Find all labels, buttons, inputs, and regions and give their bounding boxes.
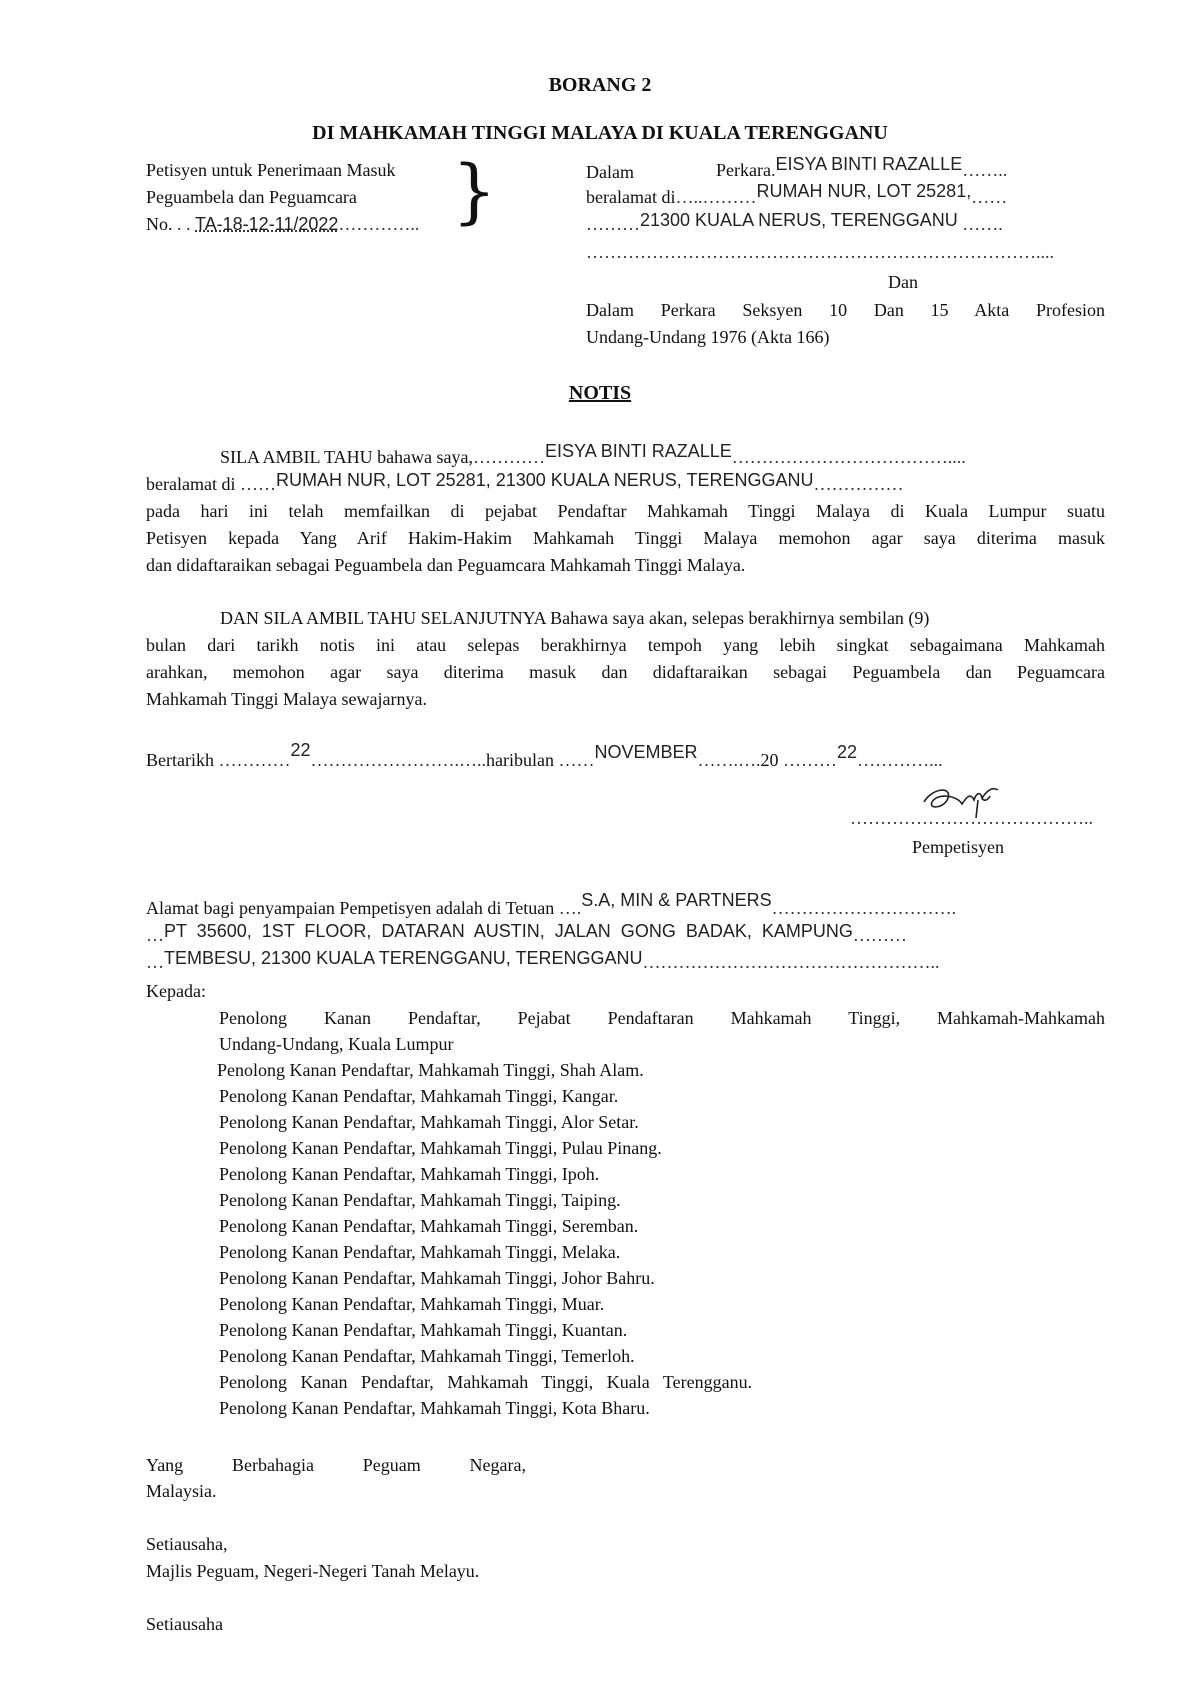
petition-line-2: Peguambela dan Peguamcara: [146, 187, 357, 207]
matter-act-line-1: Dalam Perkara Seksyen 10 Dan 15 Akta Profesion: [586, 300, 1105, 320]
matter-perkara-line: Perkara.EISYA BINTI RAZALLE……..: [716, 154, 1008, 180]
secretary-1-line-2: Majlis Peguam, Negeri-Negeri Tanah Melayu.: [146, 1561, 480, 1581]
list-item: Penolong Kanan Pendaftar, Mahkamah Tinggi, Muar.: [219, 1294, 605, 1314]
secretary-2-line-1: Setiausaha: [146, 1614, 223, 1634]
petition-number-label: No.: [146, 214, 173, 234]
brace-symbol: }: [452, 150, 497, 232]
form-number: BORANG 2: [548, 74, 652, 96]
date-bertarikh: Bertarikh: [146, 750, 214, 770]
date-month: NOVEMBER: [594, 742, 698, 762]
petition-line-1: Petisyen untuk Penerimaan Masuk: [146, 160, 396, 180]
matter-blank-line: …………………………………………………………………....: [586, 242, 1054, 262]
list-item: Penolong Kanan Pendaftar, Mahkamah Tinggi, Alor Setar.: [219, 1112, 639, 1132]
notis-p2-line-3: arahkan, memohon agar saya diterima masuk dan didaftaraikan sebagai Peguambela dan Peguamcara: [146, 662, 1105, 682]
list-item: Penolong Kanan Pendaftar, Mahkamah Tinggi, Temerloh.: [219, 1346, 635, 1366]
list-item: Penolong Kanan Pendaftar, Mahkamah Tinggi, Shah Alam.: [217, 1060, 644, 1080]
notis-p1-prefix: SILA AMBIL TAHU bahawa saya,: [220, 447, 474, 467]
kepada-label: Kepada:: [146, 981, 206, 1001]
secretary-1-line-1: Setiausaha,: [146, 1534, 228, 1554]
notis-p1-line-2: beralamat di ……RUMAH NUR, LOT 25281, 21300 KUALA NERUS, TERENGGANU……………: [146, 470, 904, 494]
kepada-list: [219, 1057, 752, 1421]
matter-dalam: Dalam: [586, 162, 634, 182]
service-address-1: PT 35600, 1ST FLOOR, DATARAN AUSTIN, JALAN GONG BADAK, KAMPUNG: [164, 921, 853, 941]
matter-address-2: 21300 KUALA NERUS, TERENGGANU: [640, 210, 958, 230]
signature-label: Pempetisyen: [912, 837, 1004, 857]
date-day: 22: [290, 740, 311, 760]
notis-p1-line-1: SILA AMBIL TAHU bahawa saya,…………EISYA BINTI RAZALLE………………………………....: [220, 441, 966, 467]
service-address-2: TEMBESU, 21300 KUALA TERENGGANU, TERENGGANU: [164, 948, 643, 968]
matter-act-line-2: Undang-Undang 1976 (Akta 166): [586, 327, 830, 347]
matter-address-line-1: beralamat di…..………RUMAH NUR, LOT 25281,……: [586, 181, 1008, 207]
date-century: 20: [760, 750, 779, 770]
matter-address-1: RUMAH NUR, LOT 25281,: [756, 181, 972, 201]
matter-address-line-2: ………21300 KUALA NERUS, TERENGGANU …….: [586, 210, 1003, 234]
list-item: Penolong Kanan Pendaftar, Mahkamah Tinggi, Kuala Terengganu.: [219, 1372, 753, 1392]
service-line-1: Alamat bagi penyampaian Pempetisyen adalah di Tetuan ….S.A, MIN & PARTNERS………………………….: [146, 890, 957, 918]
matter-beralamat: beralamat di: [586, 187, 676, 207]
service-line-3: …TEMBESU, 21300 KUALA TERENGGANU, TERENGGANU…………………………………………..: [146, 948, 940, 972]
list-item: Penolong Kanan Pendaftar, Mahkamah Tinggi, Seremban.: [219, 1216, 639, 1236]
ag-line-2: Malaysia.: [146, 1481, 217, 1501]
list-item: Penolong Kanan Pendaftar, Mahkamah Tinggi, Pulau Pinang.: [219, 1138, 662, 1158]
notis-p1-beralamat: beralamat di: [146, 474, 236, 494]
kepada-first-line-1: Penolong Kanan Pendaftar, Pejabat Pendaftaran Mahkamah Tinggi, Mahkamah-Mahkamah: [219, 1008, 1105, 1028]
court-title: DI MAHKAMAH TINGGI MALAYA DI KUALA TERENGGANU: [312, 122, 888, 144]
notis-p2-line-4: Mahkamah Tinggi Malaya sewajarnya.: [146, 689, 427, 709]
notis-p1-address: RUMAH NUR, LOT 25281, 21300 KUALA NERUS, TERENGGANU: [275, 470, 814, 490]
matter-perkara: Perkara: [716, 160, 771, 180]
list-item: Penolong Kanan Pendaftar, Mahkamah Tinggi, Johor Bahru.: [219, 1268, 655, 1288]
notis-p1-line-4: Petisyen kepada Yang Arif Hakim-Hakim Mahkamah Tinggi Malaya memohon agar saya diterima masuk: [146, 528, 1105, 548]
list-item: Penolong Kanan Pendaftar, Mahkamah Tinggi, Ipoh.: [219, 1164, 600, 1184]
ag-line-1: Yang Berbahagia Peguam Negara,: [146, 1455, 526, 1475]
service-firm: S.A, MIN & PARTNERS: [581, 890, 772, 910]
date-haribulan: haribulan: [486, 750, 554, 770]
notis-p2-line-2: bulan dari tarikh notis ini atau selepas berakhirnya tempoh yang lebih singkat sebagaimana Mahkamah: [146, 635, 1105, 655]
notis-p1-line-5: dan didaftaraikan sebagai Peguambela dan Peguamcara Mahkamah Tinggi Malaya.: [146, 555, 746, 575]
date-year: 22: [837, 742, 858, 762]
service-line-2: …PT 35600, 1ST FLOOR, DATARAN AUSTIN, JALAN GONG BADAK, KAMPUNG………: [146, 921, 907, 945]
matter-name: EISYA BINTI RAZALLE: [775, 154, 963, 174]
petition-number: No. . . TA-18-12-11/2022…………..: [146, 214, 420, 234]
list-item: Penolong Kanan Pendaftar, Mahkamah Tinggi, Kangar.: [219, 1086, 619, 1106]
list-item: Penolong Kanan Pendaftar, Mahkamah Tinggi, Taiping.: [219, 1190, 621, 1210]
list-item: Penolong Kanan Pendaftar, Mahkamah Tinggi, Kuantan.: [219, 1320, 628, 1340]
list-item: Penolong Kanan Pendaftar, Mahkamah Tinggi, Melaka.: [219, 1242, 621, 1262]
notis-p1-line-3: pada hari ini telah memfailkan di pejabat Pendaftar Mahkamah Tinggi Malaya di Kuala Lumpur suatu: [146, 501, 1105, 521]
date-line: Bertarikh …………22…………………….…..haribulan ……NOVEMBER…….….20 ………22…………...: [146, 740, 943, 770]
kepada-first-line-2: Undang-Undang, Kuala Lumpur: [219, 1034, 454, 1054]
signature-line: …………………………………..: [850, 808, 1093, 828]
list-item: Penolong Kanan Pendaftar, Mahkamah Tinggi, Kota Bharu.: [219, 1398, 650, 1418]
notis-title: NOTIS: [568, 382, 632, 404]
notis-p2-line-1: DAN SILA AMBIL TAHU SELANJUTNYA Bahawa saya akan, selepas berakhirnya sembilan (9): [220, 608, 930, 628]
service-prefix: Alamat bagi penyampaian Pempetisyen adalah di Tetuan: [146, 898, 555, 918]
petition-number-value: TA-18-12-11/2022: [195, 214, 339, 234]
notis-p1-name: EISYA BINTI RAZALLE: [545, 441, 732, 461]
matter-dan: Dan: [888, 272, 918, 292]
